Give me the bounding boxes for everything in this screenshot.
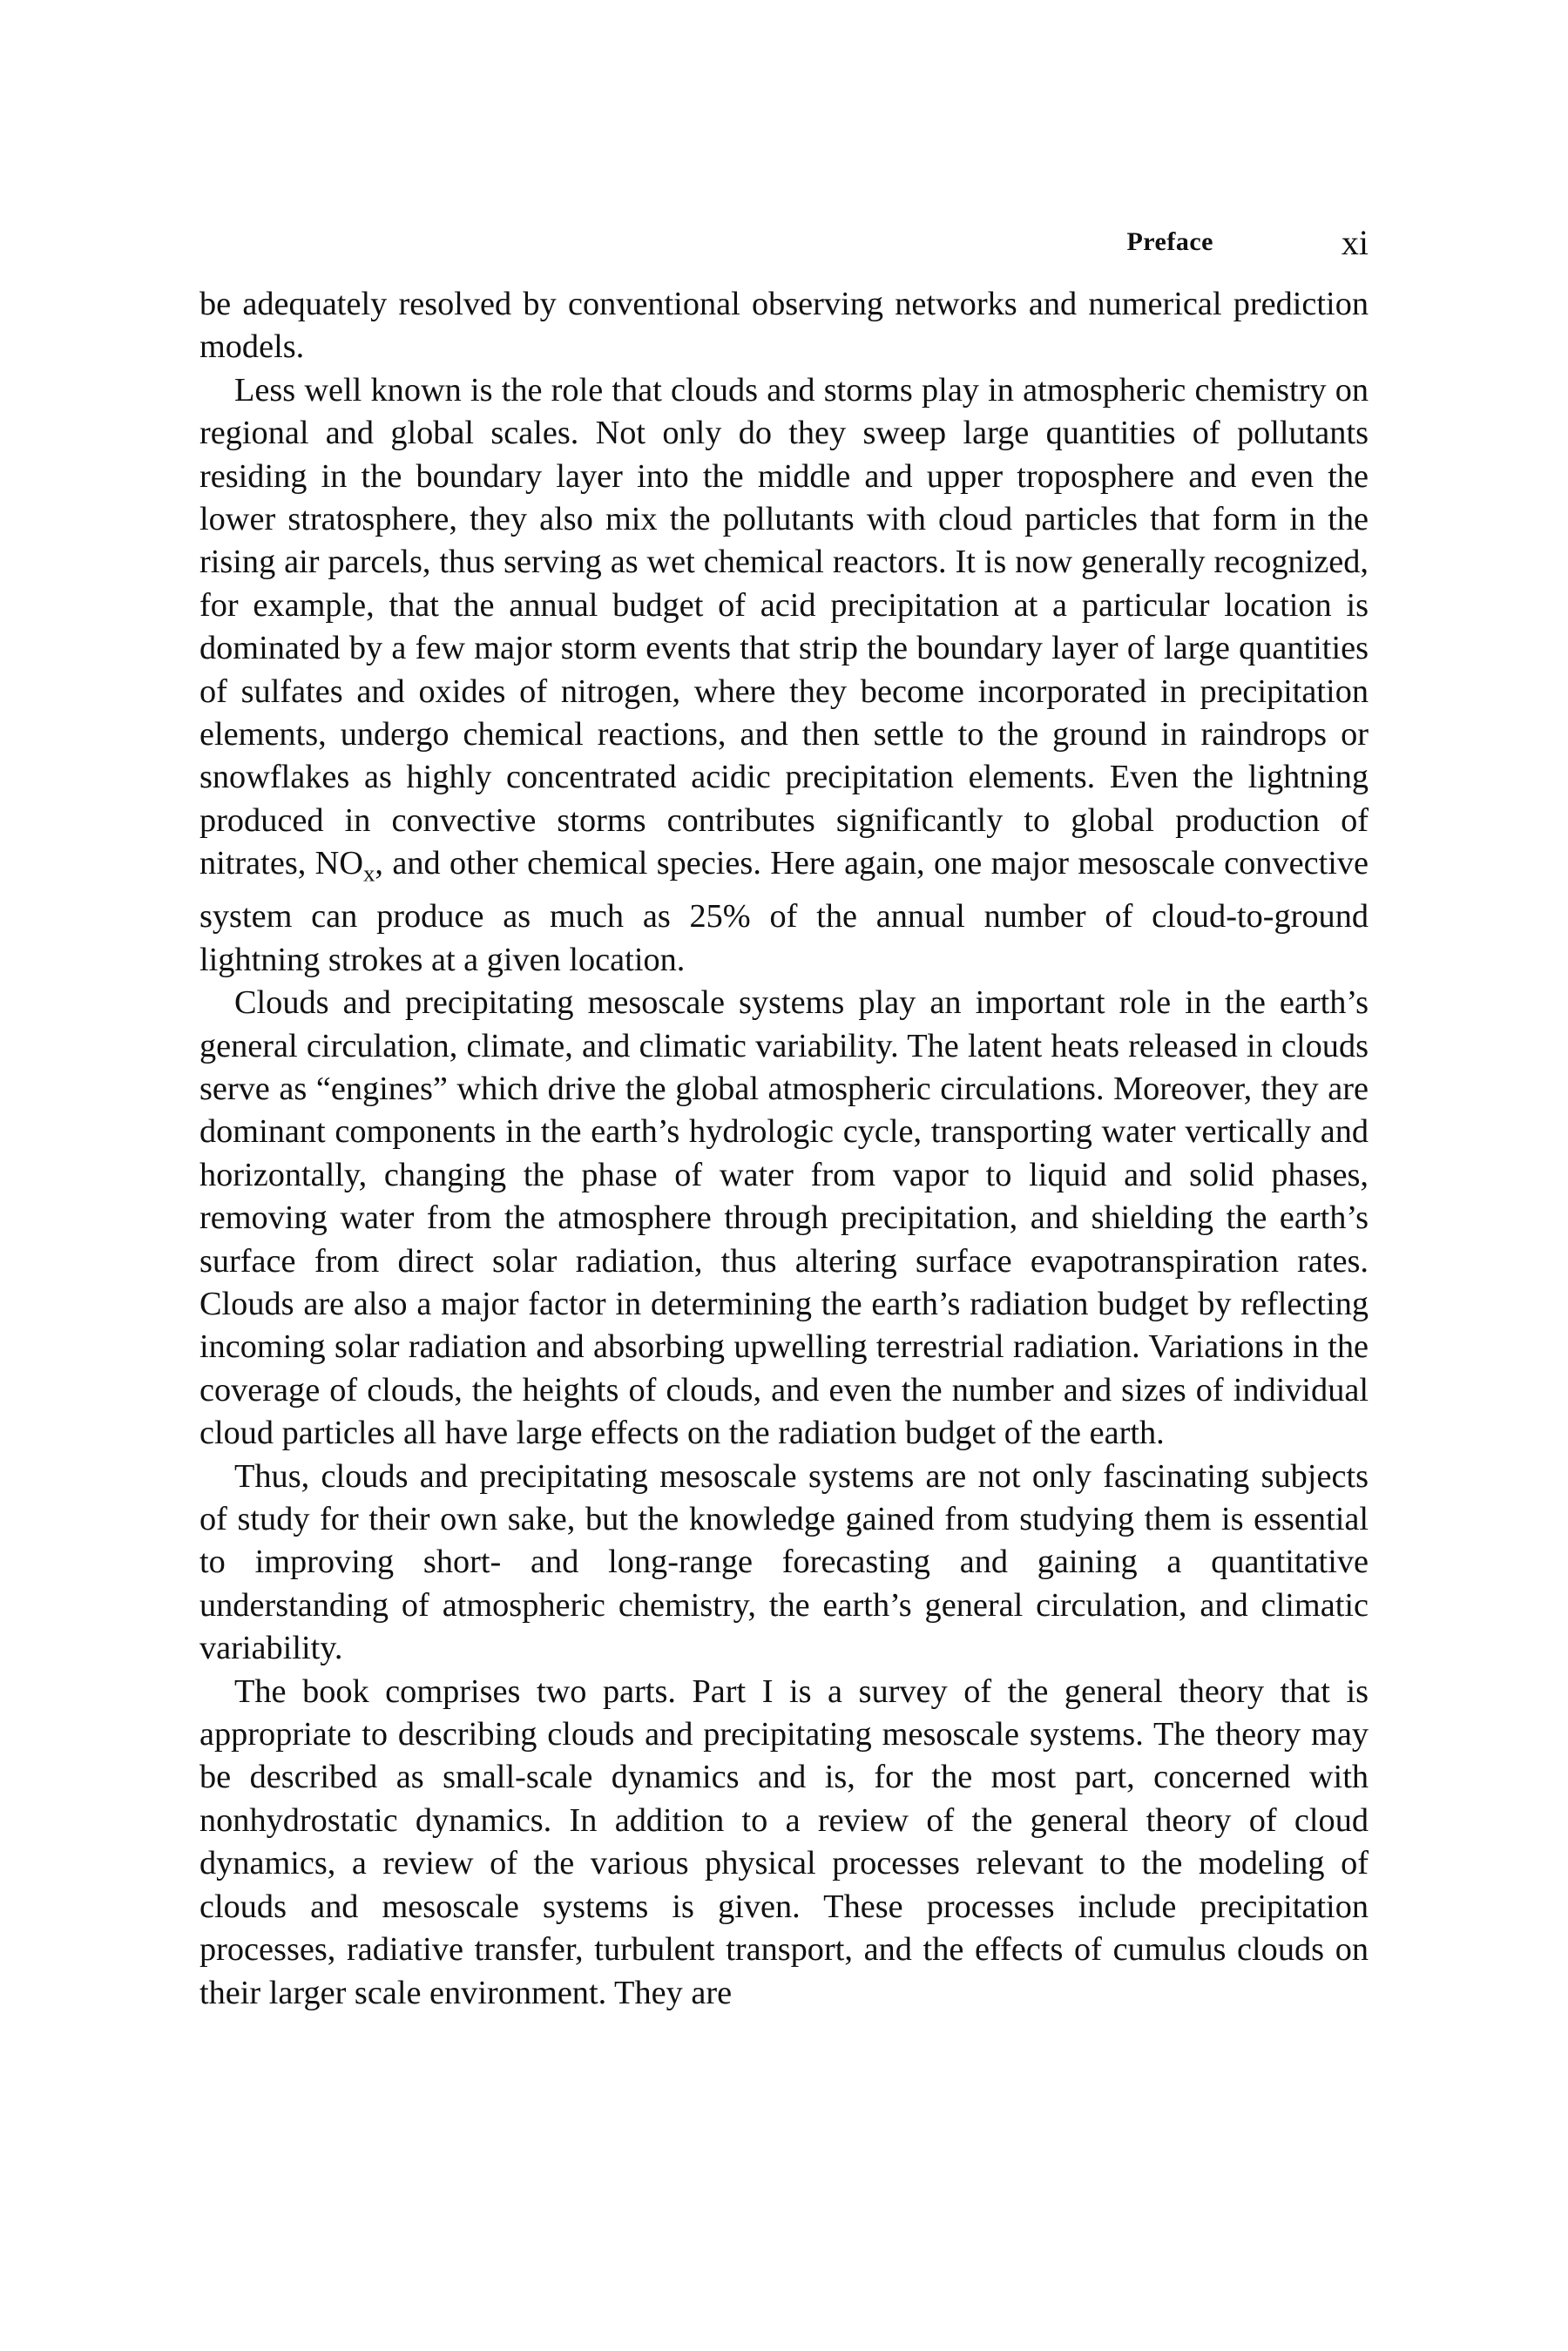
- body-text: [199, 283, 1369, 2015]
- paragraph-text: Thus, clouds and precipitating mesoscale systems are not only fascinating subjects of study for their own sake, but the knowledge gained from studying them is essential to improving short- and long-range forecasting and gaining a quantitative understanding of atmospheric chemistry, the earth’s general circulation, and climatic variability.: [199, 1457, 1369, 1667]
- paragraph-text: Clouds and precipitating mesoscale systems play an important role in the earth’s general circulation, climate, and climatic variability. The latent heats released in clouds serve as “engines” which drive the global atmospheric circulations. Moreover, they are dominant components in the earth’s hydrologic cycle, transporting water vertically and horizontally, changing the phase of water from vapor to liquid and solid phases, removing water from the atmosphere through precipitation, and shielding the earth’s surface from direct solar radiation, thus altering surface evapotranspiration rates. Clouds are also a major factor in determining the earth’s radiation budget by reflecting incoming solar radiation and absorbing upwelling terrestrial radiation. Variations in the coverage of clouds, the heights of clouds, and even the number and sizes of individual cloud particles all have large effects on the radiation budget of the earth.: [199, 984, 1369, 1452]
- page-number: xi: [1341, 223, 1369, 262]
- paragraph-book-parts: [199, 1671, 1369, 2015]
- paragraph-thus: [199, 1456, 1369, 1671]
- page-header: [199, 222, 1369, 274]
- paragraph-general-circulation: [199, 982, 1369, 1455]
- paragraph-atmospheric-chemistry: [199, 369, 1369, 982]
- paragraph-text: The book comprises two parts. Part I is a survey of the general theory that is appropriate to describing clouds and precipitating mesoscale systems. The theory may be described as small-scale dynamics and is, for the most part, concerned with nonhydrostatic dynamics. In addition to a review of the general theory of cloud dynamics, a review of the various physical processes relevant to the modeling of clouds and mesoscale systems is given. These processes include precipitation processes, radiative transfer, turbulent transport, and the effects of cumulus clouds on their larger scale environment. They are: [199, 1672, 1369, 2011]
- paragraph-text-part-1: Less well known is the role that clouds and storms play in atmospheric chemistry on regional and global scales. Not only do they sweep large quantities of pollutants residing in the boundary layer into the middle and upper troposphere and even the lower stratosphere, they also mix the pollutants with cloud particles that form in the rising air parcels, thus serving as wet chemical reactors. It is now generally recognized, for example, that the annual budget of acid precipitation at a particular location is dominated by a few major storm events that strip the boundary layer of large quantities of sulfates and oxides of nitrogen, where they become incorporated in precipitation elements, undergo chemical reactions, and then settle to the ground in raindrops or snowflakes as highly concentrated acidic precipitation elements. Even the lightning produced in convective storms contributes significantly to global production of nitrates, NO: [199, 371, 1369, 882]
- subscript-x: x: [363, 860, 375, 887]
- paragraph-continued: [199, 283, 1369, 369]
- paragraph-text: be adequately resolved by conventional observing networks and numerical prediction models.: [199, 286, 1369, 366]
- running-head: Preface: [1126, 227, 1213, 256]
- paragraph-text-part-2: , and other chemical species. Here again, one major mesoscale convective system can produce as much as 25% of the annual number of cloud-to-ground lightning strokes at a given location.: [199, 845, 1369, 978]
